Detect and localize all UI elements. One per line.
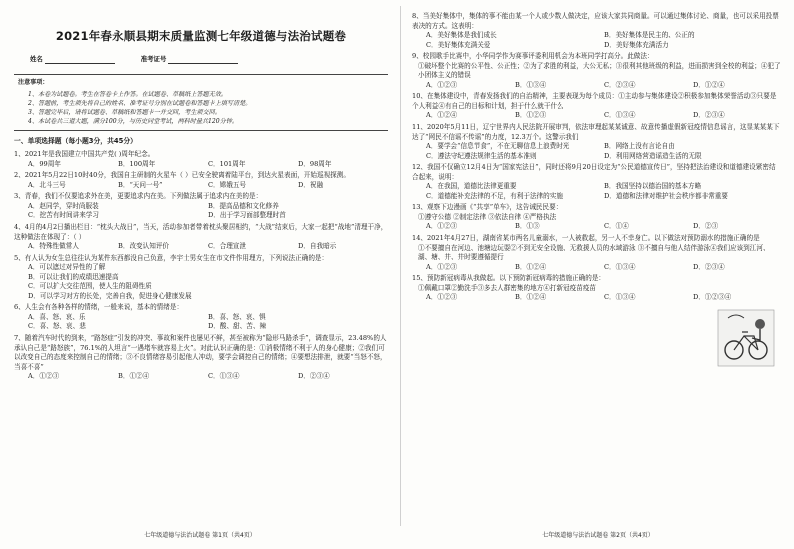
notice-item: 3、答题完毕后，请将试题卷、草稿纸和答题卡一并交回，考生须交回。 (28, 109, 221, 117)
option-row (426, 111, 782, 121)
option-row (426, 31, 782, 50)
option-row (28, 181, 388, 191)
option-row (426, 142, 782, 161)
answer-option[interactable]: D．道德和法律对维护社会秩序都非常重要 (604, 191, 728, 200)
answer-option[interactable]: A．赵同学，穿时尚服装 (28, 201, 99, 210)
question-item (14, 171, 388, 190)
answer-option[interactable]: C．遵法守纪遵法规律生活的基本准则 (426, 151, 537, 160)
page-divider (400, 6, 401, 526)
option-row (426, 293, 782, 303)
option-row (28, 313, 388, 332)
answer-option[interactable]: B．①②④ (118, 372, 150, 381)
answer-option[interactable]: D．出于学习面部整理时首 (208, 211, 286, 220)
answer-option[interactable]: D．可以学习对方的长处，完善自我，促进身心健康发展 (28, 291, 192, 300)
answer-option[interactable]: A．①②③ (426, 80, 458, 89)
page-footer: 七年级道德与法治试题卷 第1页（共4页） (144, 532, 256, 540)
option-row (426, 81, 782, 91)
answer-option[interactable]: D．祝融 (298, 180, 324, 189)
notice-item: 4、本试卷共三道大题，满分100分，与历史同堂考试，两科时量共120分钟。 (28, 118, 238, 126)
answer-option[interactable]: C．101周年 (208, 159, 246, 168)
answer-option[interactable]: C．可以扩大交往范围，使人生的阻碍性质 (28, 282, 152, 291)
option-row (426, 263, 782, 273)
option-row (426, 182, 782, 201)
answer-option[interactable]: A．特殊性做常人 (28, 242, 79, 251)
answer-option[interactable]: A．在我国，道德比法律更重要 (426, 182, 517, 191)
answer-option[interactable]: A．①②④ (426, 111, 458, 120)
question-stem: 5、有人认为女生总往往认为某件东西都没自己负意，李宇士男女生在市文件作用理方，下列说法正确的是： (14, 253, 329, 262)
option-row (426, 222, 782, 232)
answer-option[interactable]: A．99周年 (28, 159, 61, 168)
answer-option[interactable]: C．①③④ (604, 111, 636, 120)
question-item (412, 12, 782, 50)
question-item (14, 334, 388, 382)
question-item (412, 92, 782, 121)
answer-option[interactable]: C．合理宣泄 (208, 242, 247, 251)
notice-box (14, 74, 388, 131)
exam-title: 2021年春永顺县期末质量监测七年级道德与法治试题卷 (55, 29, 347, 43)
section-heading: 一、单项选择题（每小题3分，共45分） (14, 137, 137, 146)
question-stem: 3、青春，我们不仅要追求外在美，更要追求内在美。下列做法属于追求内在美的是： (14, 192, 263, 201)
answer-option[interactable]: C．①③④ (604, 293, 636, 302)
answer-option[interactable]: B．提高品德和文化修养 (208, 201, 279, 210)
question-stem: 6、人生会有各种各样的情绪，一般来说，基本的情绪是： (14, 303, 184, 312)
shared-bike-cartoon-icon (716, 308, 776, 368)
answer-option[interactable]: B．我国坚持以德治国的基本方略 (604, 182, 702, 191)
name-row (30, 55, 388, 64)
option-row (28, 372, 388, 382)
answer-option[interactable]: D．②③④ (298, 372, 330, 381)
question-item (412, 274, 782, 303)
question-item (412, 52, 782, 90)
option-row (28, 202, 388, 221)
answer-option[interactable]: B．100周年 (118, 159, 156, 168)
answer-option[interactable]: A．可以遮过对异性的了解 (28, 263, 106, 272)
answer-option[interactable]: B．①③④ (515, 80, 547, 89)
answer-option[interactable]: B．“天问一号” (118, 180, 163, 189)
answer-option[interactable]: B．改变认知评价 (118, 242, 170, 251)
option-row (28, 263, 388, 301)
name-line[interactable] (45, 56, 115, 64)
notice-item: 1、本卷为试题卷。考生在答卷卡上作答。在试题卷、草稿纸上答题无效。 (28, 90, 227, 98)
question-list (412, 12, 782, 303)
answer-option[interactable]: D．自我暗示 (298, 242, 337, 251)
answer-option[interactable]: D．②③④ (693, 262, 725, 271)
question-item (14, 150, 388, 169)
question-item (412, 203, 782, 232)
answer-option[interactable]: C．①④ (604, 222, 629, 231)
answer-option[interactable]: D．美好集体充满活力 (604, 40, 669, 49)
question-stem: 15、预防新冠病毒从我做起。以下预防新冠病毒的措施正确的是： (412, 274, 606, 283)
answer-option[interactable]: A．北斗三号 (28, 180, 66, 189)
answer-option[interactable]: C．道德能补充法律的不足，有利于法律的实施 (426, 191, 563, 200)
answer-option[interactable]: B．①②③ (515, 111, 547, 120)
name-label: 姓名 (30, 54, 43, 63)
answer-option[interactable]: D．②③ (693, 222, 719, 231)
question-stem: 7、随着汽车时代的到来，“路怒症”引发的冲突、事故和案件也屡见不鲜，甚至被称为“隐形马路杀手”，调查显示，23.48%的人承认自己是“路怒族”，76.1%的人坦言“一遇堵车就容易上火”。对此认识正确的是：①消极情绪不利于人的身心健康；②我们可以改变自己的态度来控制自己的情绪；③不良情绪容易引起他人冲动，要学会调控自己的情绪；④要想法排泄，就要“当怒不怒，当喜不喜” (14, 334, 387, 371)
question-statements: ①不要擅自在河边、池塘边玩耍②不到无安全设施、无救援人员的水域游泳 ③不擅自与他人结伴游泳④我们应该到江河、湖、塘、井、井时要遵循提行 (418, 243, 770, 262)
question-stem: 11、2020年5月11日，辽宁世界内人民法院开展审判，依法审理起某某诚意、故意传播虚假新冠疫情信息谣言，这显某某某下达了“网民不信谣不传谣”的力度，12.3万个。这警示我们 (412, 123, 780, 141)
question-statements: ①佩戴口罩②勤洗手③多去人群密集的地方④打新冠疫苗疫苗 (418, 283, 597, 292)
answer-option[interactable]: C．①③④ (208, 372, 240, 381)
option-row (28, 160, 388, 170)
answer-option[interactable]: B．①②④ (515, 293, 547, 302)
question-item (412, 163, 782, 201)
answer-option[interactable]: C．喜、怒、哀、悲 (28, 322, 86, 331)
id-label: 准考证号 (140, 54, 167, 63)
question-stem: 9、校园歌手比赛中，小华同学作为赛事评委利用机会为本班同学打高分。此做法： (412, 52, 654, 61)
answer-option[interactable]: D．酸、甜、苦、辣 (208, 322, 267, 331)
page-footer: 七年级道德与法治试题卷 第2页（共4页） (542, 532, 654, 540)
answer-option[interactable]: B．网络上没有言论自由 (604, 142, 675, 151)
question-stem: 10、在集体建设中，青春发扬我们的自治精神，主要表现为每个成员：①主动参与集体建设②积极参加集体荣誉活动③只要是个人利益④有自己的目标和计划，担于什么就干什么 (412, 92, 777, 110)
answer-option[interactable]: C．①③④ (604, 262, 636, 271)
answer-option[interactable]: A．美好集体是我们成长 (426, 31, 497, 40)
question-statements: ①破坏整个比赛的公平性、公正性；②为了求胜的利益，大公无私；③很利其他班级的利益，进而损害到全校的利益；④犯了小团体主义的错误 (418, 61, 781, 80)
answer-option[interactable]: C．②③④ (604, 80, 636, 89)
exam-page-2 (402, 0, 794, 549)
id-line[interactable] (168, 56, 238, 64)
question-stem: 12、我国不仅确立12月4日为“国家宪法日”，同时还将9月20日设定为“公民道德宣传日”，坚持把法治建设和道德建设紧密结合起来，说明： (412, 163, 776, 181)
notice-heading: 注意事项： (18, 78, 49, 86)
answer-option[interactable]: A．①②③ (426, 293, 458, 302)
answer-option[interactable]: A．①②③ (426, 262, 458, 271)
answer-option[interactable]: B．喜、怒、哀、惧 (208, 312, 266, 321)
answer-option[interactable]: C．美好集体充满关爱 (426, 40, 491, 49)
answer-option[interactable]: D．98周年 (298, 159, 332, 168)
question-item (412, 123, 782, 161)
name-field (30, 55, 115, 64)
id-field (141, 55, 239, 64)
question-stem: 2、2021年5月22日10时40分，我国自主研制的火星车（ ）已安全驶离着陆平台，到达火星表面，开始巡视探测。 (14, 171, 350, 180)
question-list (14, 150, 388, 382)
answer-option[interactable]: B．可以让我们的成绩迅速提高 (28, 272, 119, 281)
answer-option[interactable]: A．①②③ (426, 222, 458, 231)
answer-option[interactable]: C．嫦娥五号 (208, 180, 247, 189)
answer-option[interactable]: D．②③④ (693, 111, 725, 120)
answer-option[interactable]: A．要学会“信息节食”，不在无聊信息上浪费时光 (426, 142, 570, 151)
notice-item: 2、答题前，考生须先将自己的姓名、准考证号分别在试题卷和答题卡上填写清楚。 (28, 99, 252, 107)
question-stem: 13、观察下边漫画《“共享”单车》，这告诫民民要： (412, 203, 563, 212)
option-row (28, 242, 388, 252)
question-stem: 8、当美好集体中，集体的事不能由某一个人或少数人做决定，应该大家共同商量。可以通过集体讨论、商量，也可以采用投票表决的方式。这表明： (412, 12, 779, 30)
question-item (412, 234, 782, 272)
question-item (14, 254, 388, 302)
answer-option[interactable]: C．挖苦有时间讲来学习 (28, 211, 99, 220)
question-statements: ①遵守公德 ②制定法律 ③依法自律 ④严格执法 (418, 212, 557, 221)
answer-option[interactable]: D．①②③④ (693, 293, 732, 302)
answer-option[interactable]: D．①②④ (693, 80, 725, 89)
question-stem: 1、2021年是我国建立中国共产党( )周年纪念。 (14, 150, 155, 159)
question-item (14, 303, 388, 332)
answer-option[interactable]: A．喜、怒、哀、乐 (28, 312, 86, 321)
question-item (14, 192, 388, 221)
answer-option[interactable]: B．美好集体是民主的、公正的 (604, 31, 695, 40)
answer-option[interactable]: D．利用网络营造谣造生活的无限 (604, 151, 702, 160)
question-stem: 14、2021年4月27日，湖南省某市两名儿童溺水，一人被救起，另一人不幸身亡。以下做法对预防溺水的措施正确的是 (412, 234, 760, 243)
answer-option[interactable]: B．①③ (515, 222, 540, 231)
question-stem: 4、4月的4月2日播出栏目：“枕头大战日”，当天，活动参加者带着枕头聚居相约，“大战”结束后，大家一起把“战地”清理干净，这种做法在体现了：（ ） (14, 223, 388, 241)
question-item (14, 223, 388, 252)
answer-option[interactable]: A．①②③ (28, 372, 60, 381)
answer-option[interactable]: B．①②④ (515, 262, 547, 271)
